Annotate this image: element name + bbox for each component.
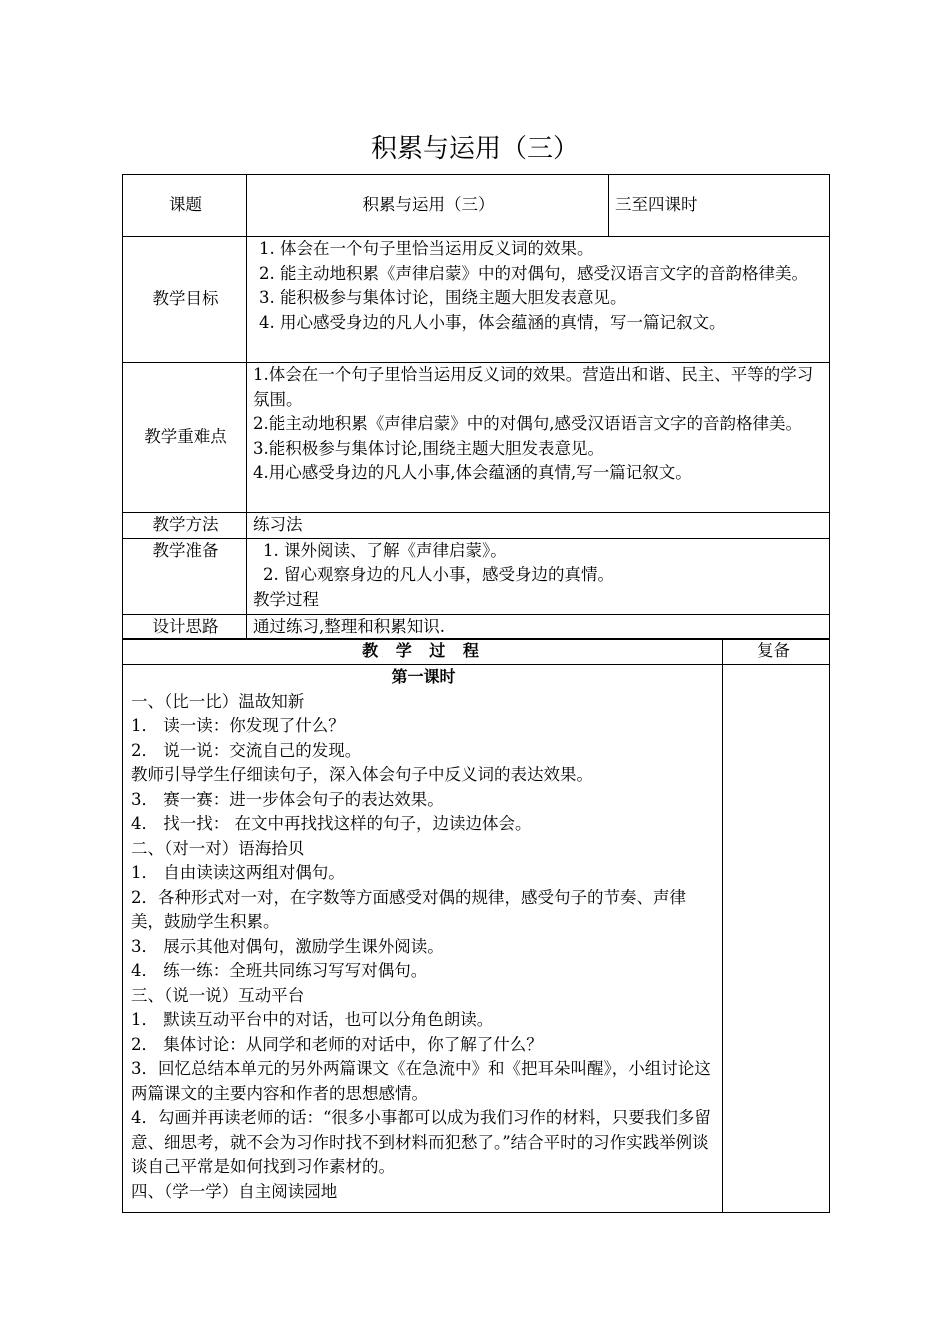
goal-item: 1. 体会在一个句子里恰当运用反义词的效果。 [259,239,594,258]
process-line: 教师引导学生仔细读句子，深入体会句子中反义词的表达效果。 [131,765,593,784]
goal-item: 3. 能积极参与集体讨论，围绕主题大胆发表意见。 [259,288,627,307]
design-label: 设计思路 [123,614,247,640]
goals-label: 教学目标 [123,237,247,363]
process-line: 2． 说一说：交流自己的发现。 [131,740,362,760]
key-point-item: 1.体会在一个句子里恰当运用反义词的效果。营造出和谐、民主、平等的学习氛围。 [253,365,814,409]
process-line: 3． 赛一赛：进一步体会句子的表达效果。 [131,789,444,809]
process-line: 一、（比一比）温故知新 [131,691,305,711]
prep-item: 2. 留心观察身边的凡人小事，感受身边的真情。 [263,565,614,584]
key-points-cell [247,363,830,513]
lesson-info-table [122,174,830,640]
process-line: 2．各种形式对一对，在字数等方面感受对偶的规律，感受句子的节奏、声律美，鼓励学生积累。 [131,887,686,931]
process-line: 1． 默读互动平台中的对话，也可以分角色朗读。 [131,1010,494,1029]
prep-label: 教学准备 [123,538,247,614]
process-line: 3．回忆总结本单元的另外两篇课文《在急流中》和《把耳朵叫醒》，小组讨论这两篇课文的主要内容和作者的思想感情。 [131,1059,711,1103]
process-line: 三、（说一说）互动平台 [131,985,305,1005]
topic-value: 积累与运用（三） [247,175,609,237]
goal-item: 4. 用心感受身边的凡人小事，体会蕴涵的真情，写一篇记叙文。 [259,312,726,332]
process-content [123,665,723,1213]
design-value: 通过练习,整理和积累知识. [247,614,830,640]
teaching-process-table [122,638,830,1213]
goals-cell [247,237,830,363]
review-header: 复备 [723,639,830,665]
goal-item: 2. 能主动地积累《声律启蒙》中的对偶句，感受汉语言文字的音韵格律美。 [259,263,808,283]
process-line: 2． 集体讨论：从同学和老师的对话中，你了解了什么？ [131,1034,543,1054]
key-points-label: 教学重难点 [123,363,247,513]
prep-extra: 教学过程 [253,589,319,609]
process-line: 4． 找一找： 在文中再找找这样的句子，边读边体会。 [131,814,532,833]
review-cell [723,665,830,1213]
process-line: 4．勾画并再读老师的话：“很多小事都可以成为我们习作的材料，只要我们多留意、细思考，就不会为习作时找不到材料而犯愁了。”结合平时的习作实践举例谈谈自己平常是如何找到习作素材的。 [131,1108,711,1176]
topic-label: 课题 [123,175,247,237]
prep-cell [247,538,830,614]
process-line: 3． 展示其他对偶句，激励学生课外阅读。 [131,936,444,956]
key-point-item: 3.能积极参与集体讨论,围绕主题大胆发表意见。 [253,438,604,458]
process-line: 1． 自由读读这两组对偶句。 [131,863,345,882]
process-header: 教 学 过 程 [123,639,723,665]
key-point-item: 2.能主动地积累《声律启蒙》中的对偶句,感受汉语语言文字的音韵格律美。 [253,414,802,433]
hours-value: 三至四课时 [609,175,830,237]
lesson-title: 第一课时 [391,667,456,686]
method-value: 练习法 [247,513,830,539]
key-point-item: 4.用心感受身边的凡人小事,体会蕴涵的真情,写一篇记叙文。 [253,463,692,482]
method-label: 教学方法 [123,513,247,539]
document-title: 积累与运用（三） [370,134,579,164]
process-line: 四、（学一学）自主阅读园地 [131,1181,338,1201]
process-line: 二、（对一对）语海拾贝 [131,838,305,858]
process-line: 4． 练一练：全班共同练习写写对偶句。 [131,961,428,980]
process-line: 1． 读一读：你发现了什么？ [131,716,345,735]
prep-item: 1. 课外阅读、了解《声律启蒙》。 [263,540,507,560]
